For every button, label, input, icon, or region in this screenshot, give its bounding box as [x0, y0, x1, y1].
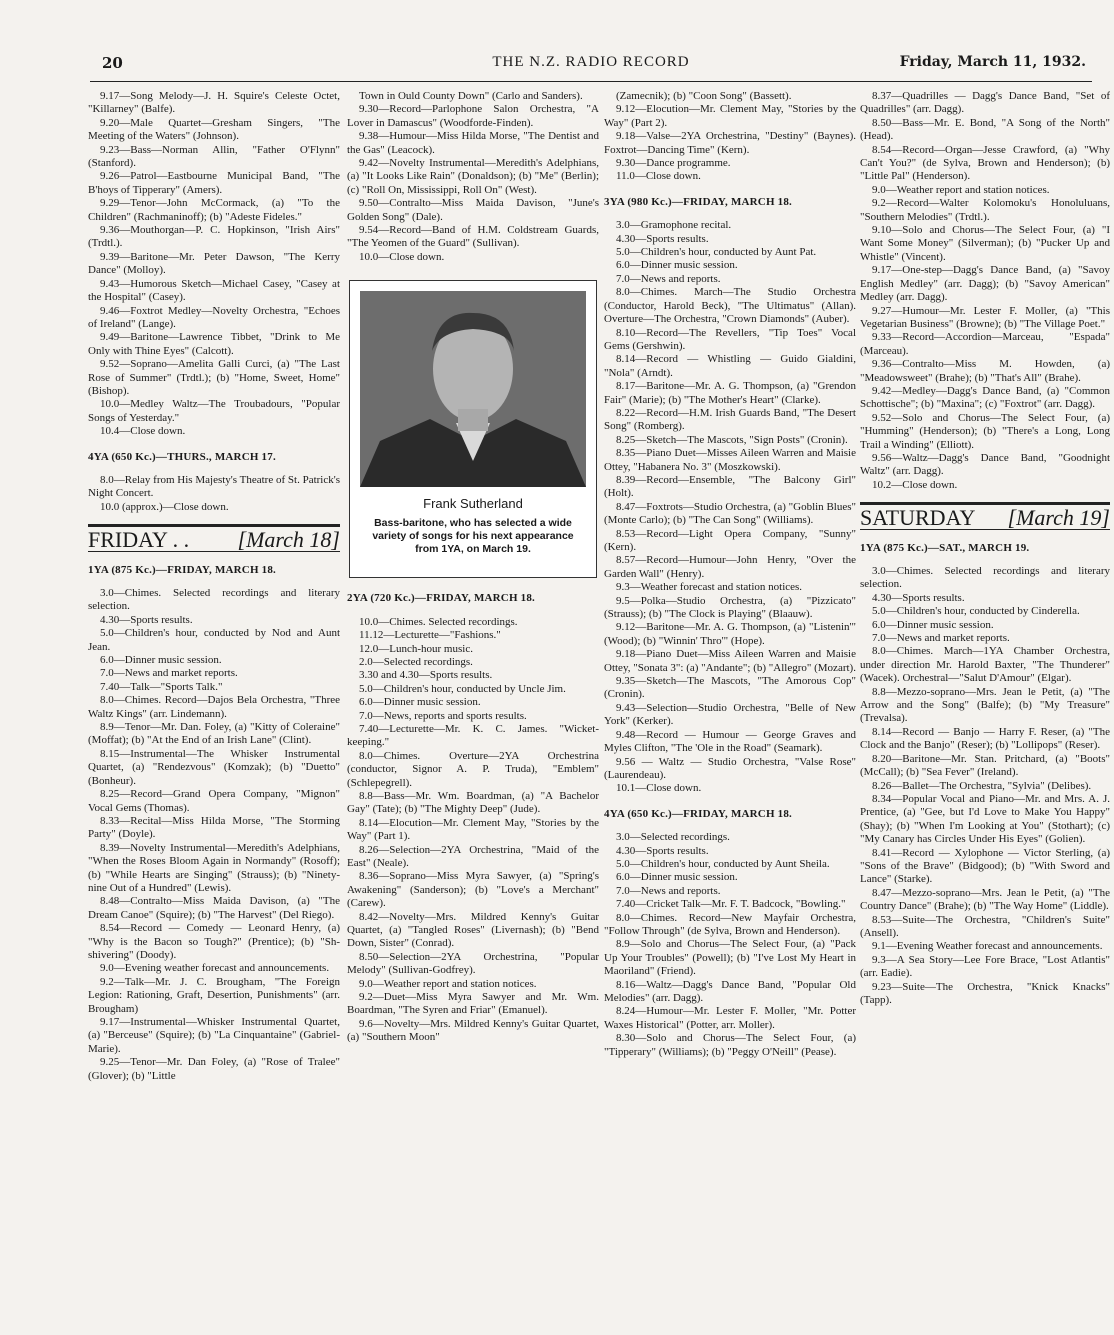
programme-item: 9.1—Evening Weather forecast and announcements. — [872, 940, 1103, 953]
programme-item: 9.56—Waltz—Dagg's Dance Band, "Goodnight Waltz" (arr. Dagg). — [860, 451, 1110, 478]
programme-item: 8.47—Mezzo-soprano—Mrs. Jean le Petit, (a) "The Country Dance" (Brahe); (b) "The Way Home" (Liddle). — [860, 886, 1110, 913]
photo-caption: Bass-baritone, who has selected a wide variety of songs for his next appearance from 1YA, on March 19. — [372, 516, 574, 555]
programme-item: 8.53—Record—Light Opera Company, "Sunny" (Kern). — [604, 527, 856, 553]
portrait-figure — [360, 291, 586, 487]
programme-item: 9.38—Humour—Miss Hilda Morse, "The Dentist and the Gas" (Leacock). — [347, 130, 599, 156]
programme-item: 8.53—Suite—The Orchestra, "Children's Suite" (Ansell). — [860, 913, 1110, 939]
programme-item: 9.5—Polka—Studio Orchestra, (a) "Pizzicato" (Strauss); (b) "The Clock is Playing" (Blaauw). — [604, 594, 856, 621]
photo-box — [349, 280, 597, 578]
programme-item: 7.40—Lecturette—Mr. K. C. James. "Wicket-keeping." — [347, 722, 599, 749]
programme-item: 9.2—Record—Walter Kolomoku's Honoluluans, "Southern Melodies" (Trdtl.). — [860, 197, 1110, 223]
programme-item: 9.42—Novelty Instrumental—Meredith's Adelphians, (a) "It Looks Like Rain" (Donaldson); (b) "Me" (Berlin); (c) "Roll On, Mississippi, Roll On" (West). — [347, 157, 599, 196]
programme-item: 8.0—Chimes. Record—Dajos Bela Orchestra, "Three Waltz Kings" (arr. Lindemann). — [88, 694, 340, 720]
programme-item: 8.17—Baritone—Mr. A. G. Thompson, (a) "Grendon Fair" (Marie); (b) "The Mother's Heart" (Clarke). — [604, 380, 856, 406]
programme-item: 7.0—News and market reports. — [100, 667, 238, 680]
programme-item: 9.29—Tenor—John McCormack, (a) "To the Children" (Rachmaninoff); (b) "Adeste Fideles." — [88, 197, 340, 223]
portrait-photo — [360, 291, 586, 487]
programme-item: 8.16—Waltz—Dagg's Dance Band, "Popular Old Melodies" (arr. Dagg). — [604, 978, 856, 1004]
programme-item: 10.0—Chimes. Selected recordings. — [359, 615, 518, 628]
programme-item: 5.0—Children's hour, conducted by Uncle Jim. — [359, 682, 566, 695]
programme-item: (Zamecnik); (b) "Coon Song" (Bassett). — [616, 90, 792, 102]
programme-item: 7.0—News, reports and sports results. — [359, 709, 527, 722]
programme-item: 10.0—Medley Waltz—The Troubadours, "Popular Songs of Yesterday." — [88, 398, 340, 424]
programme-item: 9.0—Weather report and station notices. — [872, 183, 1050, 196]
list-2ya — [347, 616, 599, 1045]
programme-item: 6.0—Dinner music session. — [616, 259, 738, 272]
programme-item: 9.33—Record—Accordion—Marceau, "Espada" (Marceau). — [860, 331, 1110, 357]
programme-item: 9.12—Baritone—Mr. A. G. Thompson, (a) "Listenin'" (Wood); (b) "Winnin' Thro'" (Hope). — [604, 621, 856, 647]
programme-item: 9.25—Tenor—Mr. Dan Foley, (a) "Rose of Tralee" (Glover); (b) "Little — [88, 1056, 340, 1082]
programme-item: 8.50—Bass—Mr. E. Bond, "A Song of the North" (Head). — [860, 116, 1110, 143]
programme-item: 8.14—Record — Whistling — Guido Gialdini, "Nola" (Arndt). — [604, 353, 856, 379]
programme-item: 8.36—Soprano—Miss Myra Sawyer, (a) "Spring's Awakening" (Sanderson); (b) "Love's a Merchant" (Carew). — [347, 870, 599, 910]
issue-date: Friday, March 11, 1932. — [899, 54, 1086, 70]
list-3ya — [604, 219, 856, 795]
programme-item: 9.54—Record—Band of H.M. Coldstream Guards, "The Yeomen of the Guard" (Sullivan). — [347, 224, 599, 250]
programme-item: 7.0—News and market reports. — [872, 632, 1010, 645]
programme-item: 8.10—Record—The Revellers, "Tip Toes" Vocal Gems (Gershwin). — [604, 326, 856, 352]
programme-item: 9.23—Suite—The Orchestra, "Knick Knacks" (Tapp). — [860, 980, 1110, 1006]
programme-item: 8.37—Quadrilles — Dagg's Dance Band, "Set of Quadrilles" (arr. Dagg). — [860, 90, 1110, 116]
programme-item: 9.48—Record — Humour — George Graves and Myles Clifton, "The 'Ole in the Road" (Seamark). — [604, 728, 856, 755]
programme-item: 8.34—Popular Vocal and Piano—Mr. and Mrs. A. J. Prentice, (a) "Gee, but I'd Love to Make You Happy" (Shay); (b) "When I'm Looking at You" (Stothart); (c) "My Canary has Circles Under His Eyes" (Golien). — [860, 792, 1110, 846]
programme-item: 5.0—Children's hour, conducted by Aunt Sheila. — [616, 857, 830, 870]
station-heading-2ya: 2YA (720 Kc.)—FRIDAY, MARCH 18. — [347, 592, 536, 605]
programme-item: 9.0—Weather report and station notices. — [359, 977, 537, 990]
programme-item: 8.26—Ballet—The Orchestra, "Sylvia" (Delibes). — [872, 779, 1092, 792]
list-4ya — [604, 831, 856, 1059]
programme-item: 9.17—Instrumental—Whisker Instrumental Quartet, (a) "Berceuse" (Squire); (b) "La Cinquantaine" (Gabriel-Marie). — [88, 1016, 340, 1055]
publication-title: THE N.Z. RADIO RECORD — [492, 54, 690, 70]
programme-item: 8.8—Bass—Mr. Wm. Boardman, (a) "A Bachelor Gay" (Tate); (b) "The Mighty Deep" (Jude). — [347, 789, 599, 816]
list-4ya — [88, 474, 340, 514]
programme-item: 9.20—Male Quartet—Gresham Singers, "The Meeting of the Waters" (Johnson). — [88, 116, 340, 143]
programme-item: 8.48—Contralto—Miss Maida Davison, (a) "The Dream Canoe" (Squire); (b) "The Harvest" (Del Riego). — [88, 895, 340, 921]
programme-item: 3.0—Chimes. Selected recordings and literary selection. — [88, 587, 340, 613]
programme-item: 3.0—Selected recordings. — [616, 831, 730, 844]
programme-item: 2.0—Selected recordings. — [359, 655, 473, 668]
list-a — [860, 90, 1110, 492]
programme-item: 5.0—Children's hour, conducted by Aunt Pat. — [616, 246, 817, 259]
programme-item: 9.0—Evening weather forecast and announcements. — [100, 962, 330, 975]
programme-item: 9.52—Soprano—Amelita Galli Curci, (a) "The Last Rose of Summer" (Trdtl.); (b) "Home, Sweet, Home" (Bishop). — [88, 358, 340, 397]
column-3 — [604, 90, 856, 1059]
programme-item: 9.23—Bass—Norman Allin, "Father O'Flynn" (Stanford). — [88, 143, 340, 170]
programme-item: 3.30 and 4.30—Sports results. — [359, 669, 493, 682]
station-heading-1ya-sat: 1YA (875 Kc.)—SAT., MARCH 19. — [860, 541, 1030, 554]
programme-item: 9.30—Dance programme. — [616, 157, 731, 170]
programme-item: 4.30—Sports results. — [100, 613, 193, 626]
programme-item: 8.42—Novelty—Mrs. Mildred Kenny's Guitar Quartet, (a) "Tangled Roses" (Livernash); (b) "Bend Down, Sister" (Conrad). — [347, 910, 599, 950]
day-label: FRIDAY . . — [88, 527, 190, 553]
programme-item: 9.10—Solo and Chorus—The Select Four, (a) "I Want Some Money" (Silverman); (b) "Pucker Up and Whistle" (Vincent). — [860, 224, 1110, 263]
programme-item: 8.22—Record—H.M. Irish Guards Band, "The Desert Song" (Romberg). — [604, 406, 856, 433]
programme-item: 9.18—Valse—2YA Orchestrina, "Destiny" (Baynes). Foxtrot—Dancing Time" (Kern). — [604, 130, 856, 156]
programme-item: 9.42—Medley—Dagg's Dance Band, (a) "Common Schottische"; (b) "Maxina"; (c) "Foxtrot" (arr. Dagg). — [860, 384, 1110, 411]
programme-item: 8.25—Sketch—The Mascots, "Sign Posts" (Cronin). — [616, 433, 848, 446]
station-heading-3ya: 3YA (980 Kc.)—FRIDAY, MARCH 18. — [604, 195, 793, 208]
station-heading-1ya: 1YA (875 Kc.)—FRIDAY, MARCH 18. — [88, 563, 277, 576]
programme-item: 12.0—Lunch-hour music. — [359, 642, 473, 655]
programme-item: 9.49—Baritone—Lawrence Tibbet, "Drink to Me Only with Thine Eyes" (Calcott). — [88, 331, 340, 357]
programme-item: 6.0—Dinner music session. — [872, 618, 994, 631]
programme-item: 9.52—Solo and Chorus—The Select Four, (a) "Humming" (Henderson); (b) "There's a Long, Long Trail a Winding" (Elliott). — [860, 411, 1110, 451]
programme-item: 3.0—Gramophone recital. — [616, 219, 732, 232]
programme-item: 7.40—Talk—"Sports Talk." — [100, 680, 223, 693]
programme-item: 8.54—Record — Comedy — Leonard Henry, (a) "Why is the Bacon so Tough?" (Prentice); (b) "Sh-shivering" (Doody). — [88, 922, 340, 961]
station-heading-4ya: 4YA (650 Kc.)—FRIDAY, MARCH 18. — [604, 807, 793, 820]
programme-item: 8.8—Mezzo-soprano—Mrs. Jean le Petit, (a) "The Arrow and the Song" (Balfe); (b) "My Treasure" (Trevalsa). — [860, 685, 1110, 725]
programme-item: 8.0—Chimes. March—The Studio Orchestra (Conductor, Harold Beck), "The Ultimatus" (Allan). Overture—The Orchestra, "Crown Diamonds" (Auber). — [604, 286, 856, 326]
programme-item: 10.0—Close down. — [359, 250, 445, 263]
column-2 — [347, 90, 599, 1045]
list-1ya — [88, 587, 340, 1083]
programme-item: 9.26—Patrol—Eastbourne Municipal Band, "The B'hoys of Tipperary" (Amers). — [88, 170, 340, 196]
programme-item: 6.0—Dinner music session. — [100, 654, 222, 667]
programme-item: 9.30—Record—Parlophone Salon Orchestra, "A Lover in Damascus" (Woodforde-Finden). — [347, 103, 599, 129]
programme-item: 8.14—Elocution—Mr. Clement May, "Stories by the Way" (Part 1). — [347, 816, 599, 843]
programme-item: 8.9—Tenor—Mr. Dan. Foley, (a) "Kitty of Coleraine" (Moffat); (b) "At the End of an Irish Lane" (Clint). — [88, 721, 340, 747]
programme-item: 9.39—Baritone—Mr. Peter Dawson, "The Kerry Dance" (Molloy). — [88, 250, 340, 277]
programme-item: 9.36—Contralto—Miss M. Howden, (a) "Meadowsweet" (Brahe); (b) "That's All" (Brahe). — [860, 358, 1110, 384]
programme-item: 8.0—Chimes. March—1YA Chamber Orchestra, under direction Mr. Harold Baxter, "The Thunderer" (Wacek). Orchestral—"Salut D'Amour" (Elgar). — [860, 645, 1110, 685]
list-a — [347, 90, 599, 264]
programme-item: 8.50—Selection—2YA Orchestrina, "Popular Melody" (Sullivan-Godfrey). — [347, 950, 599, 977]
day-banner-friday — [88, 524, 340, 551]
programme-item: 9.18—Piano Duet—Miss Aileen Warren and Maisie Ottey, "Sonata 3": (a) "Andante"; (b) "Allegro" (Mozart). — [604, 648, 856, 674]
programme-item: 8.41—Record — Xylophone — Victor Sterling, (a) "Sons of the Brave" (Bidgood); (b) "With Sword and Lance" (Starke). — [860, 846, 1110, 886]
day-banner-saturday — [860, 502, 1110, 529]
programme-item: 9.43—Humorous Sketch—Michael Casey, "Casey at the Hospital" (Casey). — [88, 277, 340, 304]
programme-item: 10.4—Close down. — [100, 425, 186, 438]
column-1 — [88, 90, 340, 1083]
programme-item: 4.30—Sports results. — [616, 232, 709, 245]
list-a — [88, 90, 340, 439]
programme-item: 6.0—Dinner music session. — [616, 871, 738, 884]
programme-item: 9.46—Foxtrot Medley—Novelty Orchestra, "Echoes of Ireland" (Lange). — [88, 304, 340, 330]
photo-name: Frank Sutherland — [423, 496, 523, 512]
programme-item: 7.0—News and reports. — [616, 884, 721, 897]
programme-item: 9.27—Humour—Mr. Lester F. Moller, (a) "This Vegetarian Business" (Browne); (b) "The Village Poet." — [860, 304, 1110, 330]
programme-item: 8.39—Record—Ensemble, "The Balcony Girl" (Holt). — [604, 473, 856, 500]
programme-item: 7.40—Cricket Talk—Mr. F. T. Badcock, "Bowling." — [616, 898, 846, 911]
programme-item: 8.33—Recital—Miss Hilda Morse, "The Storming Party" (Doyle). — [88, 814, 340, 841]
programme-item: 3.0—Chimes. Selected recordings and literary selection. — [860, 565, 1110, 591]
programme-item: 8.35—Piano Duet—Misses Aileen Warren and Maisie Ottey, "Habanera No. 3" (Moszkowski). — [604, 447, 856, 473]
programme-item: 8.57—Record—Humour—John Henry, "Over the Garden Wall" (Henry). — [604, 554, 856, 580]
programme-item: 8.20—Baritone—Mr. Stan. Pritchard, (a) "Boots" (McCall); (b) "Sea Fever" (Ireland). — [860, 752, 1110, 779]
programme-item: 10.1—Close down. — [616, 782, 702, 795]
programme-item: 10.0 (approx.)—Close down. — [100, 500, 229, 513]
programme-item: 11.0—Close down. — [616, 170, 701, 183]
programme-item: 5.0—Children's hour, conducted by Nod and Aunt Jean. — [88, 627, 340, 653]
programme-item: 8.47—Foxtrots—Studio Orchestra, (a) "Goblin Blues" (Monte Carlo); (b) "The Can Song" (Williams). — [604, 500, 856, 527]
programme-item: 9.36—Mouthorgan—P. C. Hopkinson, "Irish Airs" (Trdtl.). — [88, 224, 340, 250]
programme-item: 8.0—Chimes. Record—New Mayfair Orchestra, "Follow Through" (de Sylva, Brown and Henderson). — [604, 911, 856, 937]
day-date: [March 18] — [237, 527, 340, 553]
programme-item: 8.0—Relay from His Majesty's Theatre of St. Patrick's Night Concert. — [88, 473, 340, 500]
programme-item: 9.2—Duet—Miss Myra Sawyer and Mr. Wm. Boardman, "The Syren and Friar" (Emanuel). — [347, 991, 599, 1017]
programme-item: 5.0—Children's hour, conducted by Cinderella. — [872, 605, 1080, 618]
programme-item: 9.43—Selection—Studio Orchestra, "Belle of New York" (Kerker). — [604, 701, 856, 728]
programme-item: 8.30—Solo and Chorus—The Select Four, (a) "Tipperary" (Williams); (b) "Peggy O'Neill" (Pease). — [604, 1032, 856, 1058]
programme-item: 8.39—Novelty Instrumental—Meredith's Adelphians, "When the Roses Bloom Again in Normandy" (Rosoff); (b) "While Hearts are Singing" (Strauss); (b) "Ninety-nine Out of a Hundred" (Lewis). — [88, 841, 340, 894]
programme-item: Town in Ould County Down" (Carlo and Sanders). — [359, 90, 583, 102]
programme-item: 9.50—Contralto—Miss Maida Davison, "June's Golden Song" (Dale). — [347, 197, 599, 223]
programme-item: 9.12—Elocution—Mr. Clement May, "Stories by the Way" (Part 2). — [604, 103, 856, 129]
programme-item: 8.24—Humour—Mr. Lester F. Moller, "Mr. Potter Waxes Historical" (Potter, arr. Moller). — [604, 1005, 856, 1031]
station-heading-4ya-thurs: 4YA (650 Kc.)—THURS., MARCH 17. — [88, 450, 276, 463]
programme-item: 8.54—Record—Organ—Jesse Crawford, (a) "Why Can't You?" (de Sylva, Brown and Henderson); (b) "Little Pal" (Henderson). — [860, 143, 1110, 183]
programme-item: 9.6—Novelty—Mrs. Mildred Kenny's Guitar Quartet, (a) "Southern Moon" — [347, 1017, 599, 1044]
programme-item: 9.17—Song Melody—J. H. Squire's Celeste Octet, "Killarney" (Balfe). — [88, 90, 340, 116]
programme-item: 8.14—Record — Banjo — Harry F. Reser, (a) "The Clock and the Banjo" (Reser); (b) "Lollipops" (Reser). — [860, 725, 1110, 752]
page-header — [90, 52, 1092, 82]
day-label: SATURDAY — [860, 505, 976, 531]
programme-item: 4.30—Sports results. — [616, 844, 709, 857]
programme-item: 4.30—Sports results. — [872, 591, 965, 604]
day-date: [March 19] — [1007, 505, 1110, 531]
programme-item: 11.12—Lecturette—"Fashions." — [359, 629, 501, 642]
column-4 — [860, 90, 1110, 1007]
list-a — [604, 90, 856, 184]
programme-item: 7.0—News and reports. — [616, 272, 721, 285]
programme-item: 8.25—Record—Grand Opera Company, "Mignon" Vocal Gems (Thomas). — [88, 788, 340, 814]
programme-item: 9.56 — Waltz — Studio Orchestra, "Valse Rose" (Laurendeau). — [604, 755, 856, 781]
programme-item: 8.0—Chimes. Overture—2YA Orchestrina (conductor, Signor A. P. Truda), "Emblem" (Schlepegrell). — [347, 749, 599, 789]
programme-item: 8.15—Instrumental—The Whisker Instrumental Quartet, (a) "Rendezvous" (Komzak); (b) "Duetto" (Bonheur). — [88, 747, 340, 787]
list-1ya — [860, 565, 1110, 1007]
programme-item: 9.17—One-step—Dagg's Dance Band, (a) "Savoy English Medley" (arr. Dagg); (b) "Savoy American" Medley (arr. Dagg). — [860, 264, 1110, 304]
programme-item: 9.3—A Sea Story—Lee Fore Brace, "Lost Atlantis" (arr. Eadie). — [860, 953, 1110, 980]
programme-item: 10.2—Close down. — [872, 478, 958, 491]
programme-item: 8.9—Solo and Chorus—The Select Four, (a) "Pack Up Your Troubles" (Powell); (b) "I've Lost My Heart in Maoriland" (Friend). — [604, 938, 856, 978]
programme-item: 9.3—Weather forecast and station notices. — [616, 581, 803, 594]
programme-item: 9.35—Sketch—The Mascots, "The Amorous Cop" (Cronin). — [604, 675, 856, 701]
programme-item: 9.2—Talk—Mr. J. C. Brougham, "The Foreign Legion: Rationing, Graft, Desertion, Punishments" (arr. Brougham) — [88, 975, 340, 1015]
programme-item: 8.26—Selection—2YA Orchestrina, "Maid of the East" (Neale). — [347, 843, 599, 869]
programme-item: 6.0—Dinner music session. — [359, 696, 481, 709]
page-number: 20 — [102, 54, 123, 72]
